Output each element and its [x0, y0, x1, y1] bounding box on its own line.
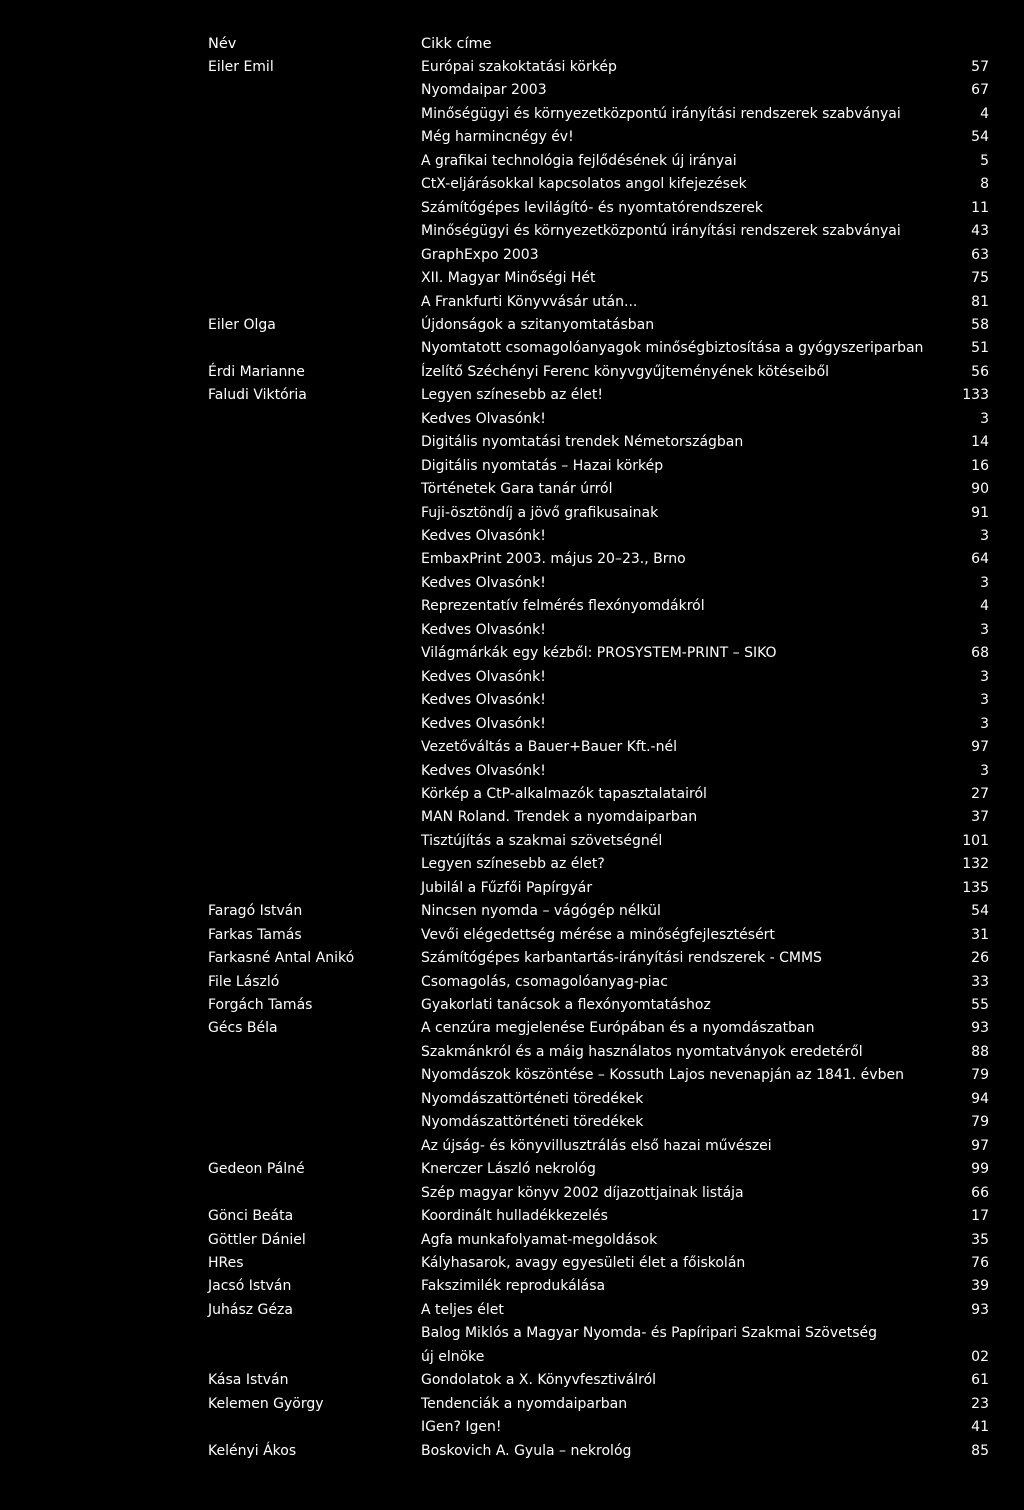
page-number: 79 [971, 1114, 989, 1131]
index-row [0, 1299, 1024, 1322]
article-title: Kedves Olvasónk! [421, 692, 546, 709]
page-number: 3 [980, 528, 989, 544]
index-row [0, 1229, 1024, 1252]
page-number: 56 [971, 363, 989, 380]
article-title: Számítógépes levilágító- és nyomtatórendszerek [421, 199, 763, 216]
article-title: Kedves Olvasónk! [421, 621, 546, 638]
page-number: 8 [980, 176, 989, 193]
article-title: Nyomdaipar 2003 [421, 82, 547, 99]
page-number: 97 [971, 1137, 989, 1154]
page-number: 68 [971, 645, 989, 662]
index-row [0, 291, 1024, 314]
article-title: Ízelítő Széchényi Ferenc könyvgyűjteményének kötéseiből [421, 363, 830, 380]
index-row [0, 197, 1024, 220]
article-title: Nyomdászattörténeti töredékek [421, 1114, 644, 1131]
page-number: 51 [971, 340, 989, 357]
index-row [0, 595, 1024, 618]
article-title: A grafikai technológia fejlődésének új irányai [421, 152, 737, 169]
page-number: 3 [980, 762, 989, 779]
article-title: Tendenciák a nyomdaiparban [421, 1395, 628, 1412]
index-row [0, 1369, 1024, 1392]
index-row [0, 1205, 1024, 1228]
article-title: Legyen színesebb az élet? [421, 856, 605, 873]
article-title: CtX-eljárásokkal kapcsolatos angol kifejezések [421, 176, 747, 193]
page-number: 133 [962, 387, 989, 404]
article-title: Újdonságok a szitanyomtatásban [421, 316, 655, 333]
page-number: 93 [971, 1020, 989, 1037]
author-name: Farkasné Antal Anikó [208, 950, 355, 967]
article-title: Balog Miklós a Magyar Nyomda- és Papíripari Szakmai Szövetség [421, 1325, 878, 1342]
index-row [0, 1135, 1024, 1158]
article-title: Gondolatok a X. Könyvfesztiválról [421, 1372, 657, 1389]
index-row [0, 337, 1024, 360]
page-number: 135 [962, 879, 989, 896]
author-name: Érdi Marianne [208, 363, 305, 380]
index-row [0, 173, 1024, 196]
index-row [0, 619, 1024, 642]
page-number: 58 [971, 316, 989, 333]
page-number: 3 [980, 692, 989, 709]
page-number: 3 [980, 668, 989, 685]
article-title: Szép magyar könyv 2002 díjazottjainak listája [421, 1184, 744, 1201]
index-row [0, 56, 1024, 79]
index-row [0, 267, 1024, 290]
index-row [0, 572, 1024, 595]
page-number: 63 [971, 246, 989, 263]
article-title: Digitális nyomtatási trendek Németországban [421, 434, 744, 451]
author-name: Faragó István [208, 903, 303, 920]
index-row [0, 384, 1024, 407]
article-title: Csomagolás, csomagolóanyag-piac [421, 973, 668, 990]
index-row [0, 1041, 1024, 1064]
index-row [0, 900, 1024, 923]
author-name: HRes [208, 1254, 244, 1271]
page-number: 4 [980, 598, 989, 615]
article-title: Boskovich A. Gyula – nekrológ [421, 1442, 632, 1459]
column-header-name: Név [208, 36, 237, 52]
author-name: File László [208, 973, 280, 990]
article-title: Tisztújítás a szakmai szövetségnél [421, 832, 663, 849]
article-title: Kedves Olvasónk! [421, 528, 546, 544]
page-number: 67 [971, 82, 989, 99]
page-number: 27 [971, 785, 989, 802]
article-title: Történetek Gara tanár úrról [421, 481, 613, 498]
index-row [0, 478, 1024, 501]
article-title: MAN Roland. Trendek a nyomdaiparban [421, 809, 698, 826]
article-title: Fakszimilék reprodukálása [421, 1278, 606, 1295]
index-row [0, 361, 1024, 384]
article-title: Minőségügyi és környezetközpontú irányítási rendszerek szabványai [421, 223, 901, 240]
index-row [0, 924, 1024, 947]
index-row [0, 736, 1024, 759]
index-row [0, 220, 1024, 243]
author-name: Gécs Béla [208, 1020, 278, 1037]
author-name: Gedeon Pálné [208, 1161, 305, 1178]
index-row [0, 1346, 1024, 1369]
article-title: Vevői elégedettség mérése a minőségfejlesztésért [421, 926, 775, 943]
page-number: 85 [971, 1442, 989, 1459]
index-row [0, 502, 1024, 525]
page-number: 3 [980, 621, 989, 638]
page-number: 97 [971, 739, 989, 756]
index-row [0, 1088, 1024, 1111]
article-title: Nyomdászok köszöntése – Kossuth Lajos nevenapján az 1841. évben [421, 1067, 904, 1084]
article-title: IGen? Igen! [421, 1419, 502, 1436]
article-title: Kedves Olvasónk! [421, 574, 546, 591]
page-number: 64 [971, 551, 989, 568]
index-row [0, 971, 1024, 994]
article-title: Körkép a CtP-alkalmazók tapasztalatairól [421, 785, 707, 802]
article-title: A Frankfurti Könyvvásár után... [421, 293, 638, 310]
author-name: Farkas Tamás [208, 926, 302, 943]
page-number: 101 [962, 832, 989, 849]
page-number: 3 [980, 574, 989, 591]
article-title: Európai szakoktatási körkép [421, 59, 617, 75]
page-number: 76 [971, 1254, 989, 1271]
article-title: EmbaxPrint 2003. május 20–23., Brno [421, 551, 686, 568]
article-title: Koordinált hulladékkezelés [421, 1208, 608, 1225]
page-number: 66 [971, 1184, 989, 1201]
article-title: Nincsen nyomda – vágógép nélkül [421, 903, 661, 920]
page-number: 99 [971, 1161, 989, 1178]
page-number: 54 [971, 129, 989, 146]
index-row [0, 1158, 1024, 1181]
page-number: 61 [971, 1372, 989, 1389]
author-name: Juhász Géza [208, 1301, 293, 1318]
index-row [0, 1393, 1024, 1416]
index-row [0, 1440, 1024, 1463]
author-name: Faludi Viktória [208, 387, 307, 404]
page-number: 93 [971, 1301, 989, 1318]
index-row [0, 79, 1024, 102]
index-row [0, 666, 1024, 689]
article-title: Legyen színesebb az élet! [421, 387, 604, 404]
author-name: Göttler Dániel [208, 1231, 306, 1248]
article-title: Nyomdászattörténeti töredékek [421, 1090, 644, 1107]
index-row [0, 548, 1024, 571]
page-number: 14 [971, 434, 989, 451]
page-number: 3 [980, 410, 989, 427]
index-row [0, 150, 1024, 173]
article-title: Kedves Olvasónk! [421, 668, 546, 685]
index-row [0, 806, 1024, 829]
index-row [0, 783, 1024, 806]
page-number: 39 [971, 1278, 989, 1295]
index-row [0, 877, 1024, 900]
author-name: Gönci Beáta [208, 1208, 294, 1225]
article-title: Minőségügyi és környezetközpontú irányítási rendszerek szabványai [421, 105, 901, 122]
article-title: Digitális nyomtatás – Hazai körkép [421, 457, 664, 474]
index-row [0, 103, 1024, 126]
author-name: Eiler Olga [208, 316, 276, 333]
author-name: Jacsó István [208, 1278, 292, 1295]
index-row [0, 760, 1024, 783]
article-title: Kályhasarok, avagy egyesületi élet a főiskolán [421, 1254, 746, 1271]
page-number: 35 [971, 1231, 989, 1248]
page-number: 31 [971, 926, 989, 943]
author-name: Forgách Tamás [208, 997, 313, 1013]
page-number: 132 [962, 856, 989, 873]
article-title: Kedves Olvasónk! [421, 715, 546, 732]
article-title: Agfa munkafolyamat-megoldások [421, 1231, 658, 1248]
page-number: 37 [971, 809, 989, 826]
index-row [0, 1182, 1024, 1205]
article-title: Fuji-ösztöndíj a jövő grafikusainak [421, 504, 659, 521]
article-title: XII. Magyar Minőségi Hét [421, 270, 596, 287]
article-title: új elnöke [421, 1348, 485, 1365]
page-number: 41 [971, 1419, 989, 1436]
page-number: 43 [971, 223, 989, 240]
index-row [0, 1252, 1024, 1275]
article-title: Kedves Olvasónk! [421, 762, 546, 779]
page-number: 91 [971, 504, 989, 521]
article-title: A cenzúra megjelenése Európában és a nyomdászatban [421, 1020, 815, 1037]
page-number: 81 [971, 293, 989, 310]
index-row [0, 947, 1024, 970]
article-title: GraphExpo 2003 [421, 246, 539, 263]
article-title: Vezetőváltás a Bauer+Bauer Kft.-nél [421, 739, 677, 756]
page-number: 94 [971, 1090, 989, 1107]
index-row [0, 525, 1024, 548]
index-row [0, 126, 1024, 149]
page-number: 02 [971, 1348, 989, 1365]
author-name: Kelemen György [208, 1395, 324, 1412]
index-row [0, 1416, 1024, 1439]
page-number: 3 [980, 715, 989, 732]
index-row [0, 455, 1024, 478]
page-number: 88 [971, 1043, 989, 1060]
index-row [0, 1017, 1024, 1040]
article-title: Jubilál a Fűzfői Papírgyár [421, 879, 593, 896]
page-number: 90 [971, 481, 989, 498]
author-name: Kása István [208, 1372, 289, 1389]
article-title: Szakmánkról és a máig használatos nyomtatványok eredetéről [421, 1043, 863, 1060]
index-row [0, 689, 1024, 712]
index-row [0, 1064, 1024, 1087]
index-row [0, 994, 1024, 1017]
article-title: Gyakorlati tanácsok a flexónyomtatáshoz [421, 997, 711, 1013]
article-title: Reprezentatív felmérés flexónyomdákról [421, 598, 705, 615]
page-number: 75 [971, 270, 989, 287]
index-row [0, 431, 1024, 454]
page-number: 79 [971, 1067, 989, 1084]
page-number: 23 [971, 1395, 989, 1412]
author-name: Eiler Emil [208, 59, 274, 75]
page-number: 26 [971, 950, 989, 967]
index-row [0, 853, 1024, 876]
index-row [0, 314, 1024, 337]
page-number: 57 [971, 59, 989, 75]
page-number: 54 [971, 903, 989, 920]
article-title: Knerczer László nekrológ [421, 1161, 596, 1178]
page-number: 16 [971, 457, 989, 474]
index-row [0, 642, 1024, 665]
index-row [0, 713, 1024, 736]
page-number: 4 [980, 105, 989, 122]
article-title: Még harmincnégy év! [421, 129, 574, 146]
page-number: 11 [971, 199, 989, 216]
article-title: Az újság- és könyvillusztrálás első hazai művészei [421, 1137, 772, 1154]
page-number: 17 [971, 1208, 989, 1225]
index-row [0, 1111, 1024, 1134]
index-row [0, 830, 1024, 853]
index-row [0, 1275, 1024, 1298]
article-title: Nyomtatott csomagolóanyagok minőségbiztosítása a gyógyszeriparban [421, 340, 924, 357]
page-number: 55 [971, 997, 989, 1013]
column-header-title: Cikk címe [421, 36, 492, 52]
author-name: Kelényi Ákos [208, 1442, 297, 1459]
page-number: 33 [971, 973, 989, 990]
page-number: 5 [980, 152, 989, 169]
article-title: Kedves Olvasónk! [421, 410, 546, 427]
article-title: Számítógépes karbantartás-irányítási rendszerek - CMMS [421, 950, 822, 967]
index-row [0, 1322, 1024, 1345]
index-row [0, 244, 1024, 267]
index-row [0, 408, 1024, 431]
article-title: Világmárkák egy kézből: PROSYSTEM-PRINT – SIKO [421, 645, 777, 662]
article-title: A teljes élet [421, 1301, 504, 1318]
